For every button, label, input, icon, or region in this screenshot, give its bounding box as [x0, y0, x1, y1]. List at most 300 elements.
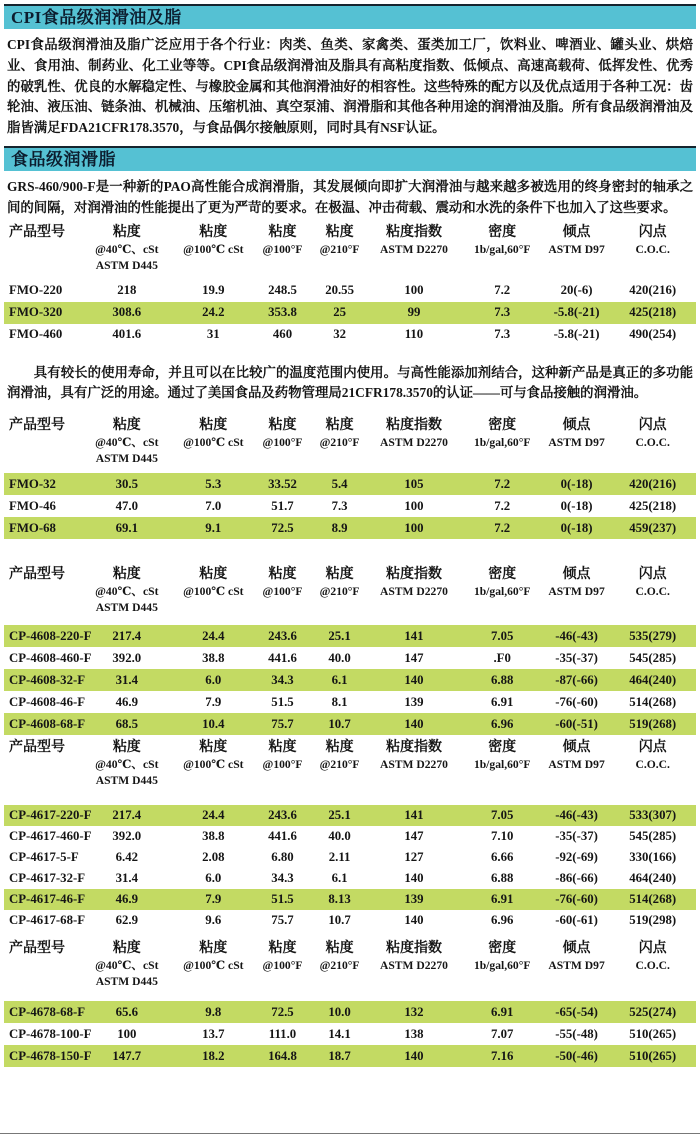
column-header-line: 粘度指数 [385, 224, 442, 240]
value-cell: 31.4 [115, 871, 139, 886]
value-cell: 217.4 [112, 808, 142, 823]
column-header-line: ASTM D445 [95, 774, 158, 788]
value-cell: 100 [404, 498, 424, 513]
value-cell: 7.16 [490, 1048, 514, 1063]
value-cell: -65(-54) [555, 1004, 598, 1019]
value-cell: 31 [206, 327, 220, 342]
product-cell: CP-4608-46-F [9, 694, 86, 709]
value-cell: .F0 [493, 650, 511, 665]
value-cell: 6.91 [490, 1004, 514, 1019]
value-cell: 25.1 [328, 808, 351, 823]
column-header-line: 粘度 [199, 418, 228, 434]
column-header-line: ASTM D445 [95, 601, 158, 615]
column-header-line: 粘度 [199, 740, 228, 756]
spec-table-cp4617 [4, 738, 696, 931]
value-cell: 72.5 [271, 1004, 294, 1019]
value-cell: 34.3 [271, 871, 294, 886]
table-row [4, 625, 696, 647]
value-cell: 6.1 [331, 672, 348, 687]
column-header-line: 密度 [488, 567, 517, 583]
value-cell: -46(-43) [555, 808, 598, 823]
value-cell: -50(-46) [555, 1048, 598, 1063]
column-header [174, 738, 254, 773]
column-header [80, 416, 173, 467]
value-cell: 65.6 [115, 1004, 139, 1019]
table-row [4, 1045, 696, 1067]
column-header-line: @210°F [319, 758, 360, 772]
column-header-line: @40℃、cSt [95, 436, 159, 450]
product-column-header: 产品型号 [9, 418, 65, 434]
column-header [253, 223, 312, 258]
column-header [461, 223, 544, 258]
value-cell: -92(-69) [555, 850, 598, 865]
column-header [367, 416, 460, 451]
value-cell: 32 [333, 327, 346, 342]
column-header-line: 粘度 [268, 224, 297, 240]
value-cell: 545(285) [629, 829, 677, 844]
column-header [174, 223, 254, 258]
column-header-line: C.O.C. [635, 959, 670, 973]
value-cell: 10.0 [328, 1004, 351, 1019]
value-cell: 9.1 [205, 520, 222, 535]
column-header-line: C.O.C. [635, 242, 670, 256]
value-cell: 140 [404, 871, 424, 886]
mid-paragraph: 具有较长的使用寿命，并且可以在比较广的温度范围内使用。与高性能添加剂结合，这种新产品是真正的多功能润滑油，具有广泛的用途。通过了美国食品及药物管理局21CFR178.3570的认证——可与食品接触的润滑油。 [7, 364, 693, 401]
column-header [312, 738, 367, 773]
column-header-line: @100°F [262, 959, 303, 973]
product-cell: CP-4608-32-F [9, 672, 86, 687]
value-cell: 40.0 [328, 650, 351, 665]
value-cell: 38.8 [202, 650, 225, 665]
value-cell: 100 [117, 1026, 137, 1041]
table-header-row [4, 565, 696, 616]
column-header [609, 416, 696, 451]
value-cell: 5.3 [205, 476, 222, 491]
product-cell: FMO-68 [9, 520, 56, 535]
value-cell: 460 [272, 327, 293, 342]
column-header-line: C.O.C. [635, 585, 670, 599]
column-header [80, 738, 173, 789]
column-header-line: 粘度 [325, 418, 354, 434]
table-row [4, 910, 696, 931]
value-cell: 24.4 [202, 628, 225, 643]
column-header-line: 粘度 [268, 418, 297, 434]
value-cell: 464(240) [629, 871, 677, 886]
column-header-line: 倾点 [562, 567, 591, 583]
value-cell: 6.0 [205, 672, 222, 687]
value-cell: 140 [404, 672, 424, 687]
value-cell: 6.42 [115, 850, 139, 865]
column-header-line: 粘度 [112, 567, 141, 583]
value-cell: 7.05 [490, 808, 514, 823]
value-cell: -5.8(-21) [553, 305, 600, 320]
value-cell: 139 [404, 694, 424, 709]
column-header-line: 倾点 [562, 224, 591, 240]
value-cell: 46.9 [115, 694, 139, 709]
table-row [4, 847, 696, 868]
column-header-line: 粘度指数 [385, 740, 442, 756]
table-body [4, 1001, 696, 1067]
value-cell: 425(218) [629, 305, 677, 320]
spec-table-cp4678 [4, 939, 696, 1067]
column-header-line: @100°F [262, 758, 303, 772]
column-header [174, 939, 254, 974]
value-cell: 7.10 [490, 829, 514, 844]
value-cell: 441.6 [268, 650, 297, 665]
value-cell: 420(216) [629, 283, 677, 298]
table-row [4, 1023, 696, 1045]
product-cell: CP-4617-220-F [9, 808, 92, 823]
column-header-line: 1b/gal,60°F [473, 758, 531, 772]
value-cell: 6.1 [331, 871, 348, 886]
table-header-row [4, 416, 696, 467]
product-cell: CP-4608-220-F [9, 628, 92, 643]
column-header-line: ASTM D2270 [379, 242, 448, 256]
table-header-row [4, 939, 696, 990]
product-column-header: 产品型号 [9, 941, 65, 957]
value-cell: 353.8 [268, 305, 297, 320]
table-row [4, 826, 696, 847]
value-cell: 147 [404, 829, 424, 844]
column-header [461, 416, 544, 451]
column-header [609, 223, 696, 258]
column-header [253, 565, 312, 600]
value-cell: 20.55 [325, 283, 354, 298]
section-title-bar-grease [4, 146, 696, 171]
value-cell: 33.52 [268, 476, 297, 491]
spec-table-fmo-light [4, 416, 696, 539]
section-title-bar-oils [4, 4, 696, 29]
value-cell: 464(240) [629, 672, 677, 687]
column-header-line: 粘度 [268, 740, 297, 756]
column-header-line: C.O.C. [635, 436, 670, 450]
value-cell: 14.1 [328, 1026, 351, 1041]
value-cell: 30.5 [115, 476, 139, 491]
column-header-line: @100°F [262, 242, 303, 256]
value-cell: -55(-48) [555, 1026, 598, 1041]
product-column-header: 产品型号 [9, 224, 65, 240]
column-header [312, 939, 367, 974]
column-header-line: ASTM D2270 [379, 585, 448, 599]
value-cell: 10.4 [202, 716, 225, 731]
value-cell: 308.6 [112, 305, 142, 320]
value-cell: 7.9 [205, 892, 222, 907]
value-cell: 141 [404, 628, 424, 643]
value-cell: 525(274) [629, 1004, 677, 1019]
product-cell: CP-4617-68-F [9, 913, 86, 928]
product-cell: CP-4678-150-F [9, 1048, 92, 1063]
value-cell: 8.13 [328, 892, 351, 907]
column-header-line: @100℃ cSt [183, 959, 244, 973]
column-header-line: 1b/gal,60°F [473, 959, 531, 973]
column-header [544, 939, 610, 974]
column-header-line: 粘度指数 [385, 567, 442, 583]
value-cell: 7.05 [490, 628, 514, 643]
column-header-line: 粘度 [325, 567, 354, 583]
column-header-line: 密度 [488, 224, 517, 240]
column-header-line: ASTM D445 [95, 258, 158, 272]
value-cell: 147.7 [112, 1048, 142, 1063]
column-header-line: 粘度 [325, 740, 354, 756]
column-header-line: @210°F [319, 242, 360, 256]
value-cell: 51.7 [271, 498, 294, 513]
table-row [4, 805, 696, 826]
product-cell: FMO-220 [9, 283, 63, 298]
column-header-line: 粘度 [268, 941, 297, 957]
value-cell: 7.3 [494, 305, 511, 320]
table-row [4, 647, 696, 669]
value-cell: 68.5 [115, 716, 139, 731]
column-header-line: @100°F [262, 585, 303, 599]
column-header-line: @40℃、cSt [95, 758, 159, 772]
value-cell: 8.9 [331, 520, 348, 535]
table-row [4, 302, 696, 324]
column-header-line: @40℃、cSt [95, 242, 159, 256]
value-cell: 514(268) [629, 892, 677, 907]
value-cell: 141 [404, 808, 424, 823]
value-cell: 545(285) [629, 650, 677, 665]
table-row [4, 1001, 696, 1023]
value-cell: 47.0 [115, 498, 139, 513]
column-header [367, 738, 460, 773]
table-row [4, 280, 696, 302]
table-row [4, 473, 696, 495]
value-cell: 533(307) [629, 808, 677, 823]
column-header [174, 565, 254, 600]
product-column-header: 产品型号 [9, 740, 65, 756]
value-cell: 0(-18) [560, 476, 593, 491]
value-cell: 31.4 [115, 672, 139, 687]
value-cell: 535(279) [629, 628, 677, 643]
value-cell: 217.4 [112, 628, 142, 643]
value-cell: 7.2 [494, 283, 511, 298]
section-title-oils: CPI食品级润滑油及脂 [11, 8, 182, 27]
product-cell: CP-4617-460-F [9, 829, 92, 844]
value-cell: 34.3 [271, 672, 294, 687]
column-header-line: 粘度 [112, 740, 141, 756]
value-cell: 248.5 [268, 283, 297, 298]
value-cell: 420(216) [629, 476, 677, 491]
value-cell: 147 [404, 650, 424, 665]
product-column-header: 产品型号 [9, 567, 65, 583]
value-cell: 138 [404, 1026, 424, 1041]
value-cell: 8.1 [331, 694, 348, 709]
value-cell: 7.0 [205, 498, 222, 513]
value-cell: -76(-60) [555, 694, 598, 709]
value-cell: 139 [404, 892, 424, 907]
grease-paragraph: GRS-460/900-F是一种新的PAO高性能合成润滑脂，其发展倾向即扩大润滑油与越来越多被选用的终身密封的轴承之间的间隔，对润滑油的性能提出了更为严苛的要求。在极温、冲击荷载、震动和水洗的条件下也加入了这些要求。 [7, 178, 693, 215]
column-header-line: @100℃ cSt [183, 758, 244, 772]
table-body [4, 805, 696, 931]
table-header-row [4, 223, 696, 274]
value-cell: 0(-18) [560, 520, 593, 535]
column-header-line: 粘度 [199, 567, 228, 583]
column-header [367, 565, 460, 600]
value-cell: 132 [404, 1004, 424, 1019]
value-cell: 7.9 [205, 694, 222, 709]
table-body [4, 625, 696, 735]
value-cell: -35(-37) [555, 829, 598, 844]
value-cell: 9.6 [205, 913, 222, 928]
column-header-line: 粘度指数 [385, 941, 442, 957]
value-cell: 62.9 [115, 913, 139, 928]
value-cell: -86(-66) [555, 871, 598, 886]
value-cell: 7.3 [331, 498, 348, 513]
table-row [4, 324, 696, 346]
table-row [4, 691, 696, 713]
value-cell: 459(237) [629, 520, 677, 535]
column-header-line: 密度 [488, 740, 517, 756]
column-header [461, 738, 544, 773]
value-cell: 6.96 [490, 716, 514, 731]
column-header-line: 粘度 [325, 224, 354, 240]
value-cell: 441.6 [268, 829, 297, 844]
column-header-line: 1b/gal,60°F [473, 585, 531, 599]
column-header [544, 738, 610, 773]
value-cell: 18.2 [202, 1048, 225, 1063]
product-cell: CP-4608-460-F [9, 650, 92, 665]
value-cell: 330(166) [629, 850, 677, 865]
column-header-line: 闪点 [638, 567, 667, 583]
value-cell: 6.66 [490, 850, 514, 865]
column-header [367, 223, 460, 258]
value-cell: 127 [404, 850, 424, 865]
value-cell: 6.88 [490, 672, 514, 687]
value-cell: 2.11 [328, 850, 351, 865]
column-header-line: ASTM D445 [95, 452, 158, 466]
product-cell: CP-4617-46-F [9, 892, 86, 907]
column-header-line: 密度 [488, 941, 517, 957]
value-cell: 100 [404, 520, 424, 535]
value-cell: 519(268) [629, 716, 677, 731]
column-header-line: 粘度 [199, 224, 228, 240]
value-cell: 6.96 [490, 913, 514, 928]
column-header-line: 粘度 [112, 224, 141, 240]
value-cell: 10.7 [328, 913, 351, 928]
column-header-line: C.O.C. [635, 758, 670, 772]
value-cell: 10.7 [328, 716, 351, 731]
column-header-line: @210°F [319, 959, 360, 973]
column-header-line: 粘度 [112, 941, 141, 957]
column-header [174, 416, 254, 451]
value-cell: 105 [404, 476, 424, 491]
product-cell: FMO-46 [9, 498, 56, 513]
table-row [4, 517, 696, 539]
value-cell: 392.0 [112, 829, 142, 844]
value-cell: 6.91 [490, 892, 514, 907]
value-cell: 7.3 [494, 327, 511, 342]
spec-table-cp4608 [4, 565, 696, 735]
column-header-line: ASTM D97 [548, 585, 605, 599]
value-cell: -60(-61) [555, 913, 598, 928]
column-header-line: @40℃、cSt [95, 585, 159, 599]
value-cell: 75.7 [271, 913, 294, 928]
value-cell: 18.7 [328, 1048, 351, 1063]
column-header-line: 粘度指数 [385, 418, 442, 434]
table-row [4, 669, 696, 691]
value-cell: 24.4 [202, 808, 225, 823]
column-header-line: 粘度 [199, 941, 228, 957]
value-cell: 38.8 [202, 829, 225, 844]
value-cell: 392.0 [112, 650, 142, 665]
value-cell: 2.08 [202, 850, 225, 865]
product-cell: FMO-320 [9, 305, 63, 320]
column-header-line: 倾点 [562, 941, 591, 957]
value-cell: 6.0 [205, 871, 222, 886]
value-cell: 140 [404, 913, 424, 928]
value-cell: 490(254) [629, 327, 677, 342]
column-header [609, 565, 696, 600]
value-cell: 6.91 [490, 694, 514, 709]
product-cell: FMO-460 [9, 327, 63, 342]
column-header [609, 939, 696, 974]
table-body [4, 280, 696, 346]
value-cell: 7.2 [494, 520, 511, 535]
value-cell: 7.2 [494, 498, 511, 513]
column-header-line: ASTM D97 [548, 959, 605, 973]
value-cell: 69.1 [115, 520, 139, 535]
value-cell: 20(-6) [560, 283, 593, 298]
value-cell: 99 [407, 305, 421, 320]
column-header-line: ASTM D2270 [379, 959, 448, 973]
value-cell: 9.8 [205, 1004, 222, 1019]
column-header-line: ASTM D2270 [379, 436, 448, 450]
value-cell: 401.6 [112, 327, 142, 342]
value-cell: 510(265) [629, 1026, 677, 1041]
column-header [80, 565, 173, 616]
value-cell: 140 [404, 1048, 424, 1063]
table-row [4, 868, 696, 889]
column-header-line: 倾点 [562, 418, 591, 434]
column-header-line: @210°F [319, 436, 360, 450]
column-header-line: @100℃ cSt [183, 242, 244, 256]
column-header-line: ASTM D445 [95, 975, 158, 989]
spec-table-fmo-heavy [4, 223, 696, 346]
table-row [4, 889, 696, 910]
column-header-line: 闪点 [638, 740, 667, 756]
column-header-line: ASTM D97 [548, 758, 605, 772]
value-cell: 75.7 [271, 716, 294, 731]
column-header-line: 密度 [488, 418, 517, 434]
value-cell: 425(218) [629, 498, 677, 513]
value-cell: 218 [117, 283, 137, 298]
product-cell: CP-4617-5-F [9, 850, 79, 865]
value-cell: 40.0 [328, 829, 351, 844]
column-header [312, 565, 367, 600]
product-cell: CP-4608-68-F [9, 716, 86, 731]
value-cell: -60(-51) [555, 716, 598, 731]
column-header-line: 倾点 [562, 740, 591, 756]
value-cell: 164.8 [268, 1048, 297, 1063]
column-header-line: 粘度 [325, 941, 354, 957]
column-header [544, 565, 610, 600]
value-cell: 24.2 [202, 305, 225, 320]
value-cell: 110 [404, 327, 424, 342]
column-header [609, 738, 696, 773]
value-cell: -46(-43) [555, 628, 598, 643]
value-cell: 514(268) [629, 694, 677, 709]
value-cell: 7.2 [494, 476, 511, 491]
value-cell: -35(-37) [555, 650, 598, 665]
value-cell: 13.7 [202, 1026, 225, 1041]
value-cell: 51.5 [271, 694, 294, 709]
column-header [461, 565, 544, 600]
column-header-line: 粘度 [268, 567, 297, 583]
column-header-line: ASTM D97 [548, 242, 605, 256]
column-header-line: @40℃、cSt [95, 959, 159, 973]
column-header-line: @100℃ cSt [183, 585, 244, 599]
value-cell: 19.9 [202, 283, 225, 298]
